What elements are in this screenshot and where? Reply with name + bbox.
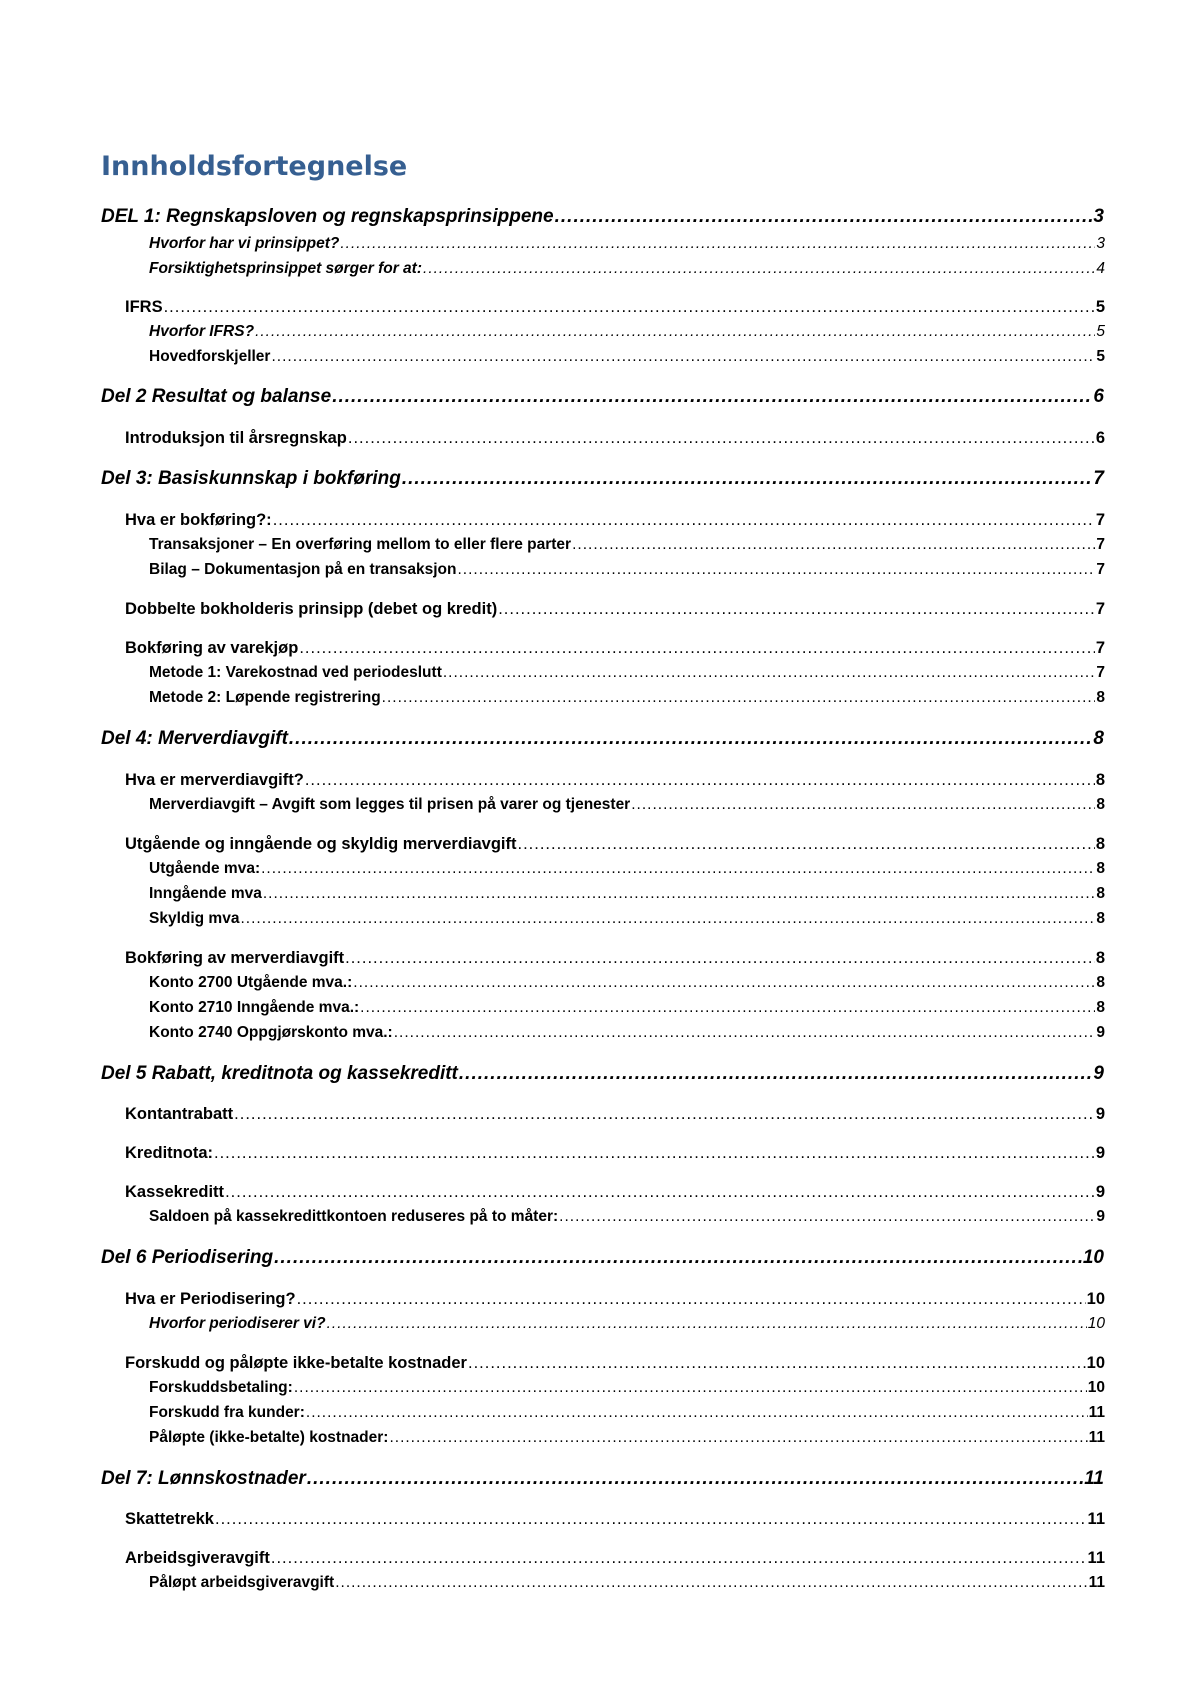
- toc-entry-label: Hva er merverdiavgift?: [125, 771, 304, 789]
- toc-entry[interactable]: [149, 858, 1105, 880]
- toc-entry-page: 8: [1095, 949, 1105, 967]
- dot-leader: [225, 1181, 1095, 1203]
- toc-entry[interactable]: [149, 1313, 1105, 1335]
- toc-entry[interactable]: [125, 509, 1105, 531]
- dot-leader: [307, 1466, 1083, 1492]
- toc-entry-page: 7: [1093, 468, 1104, 489]
- dot-leader: [572, 534, 1095, 556]
- toc-entry-page: 5: [1096, 348, 1105, 365]
- toc-entry-page: 8: [1095, 771, 1105, 789]
- dot-leader: [273, 509, 1095, 531]
- dot-leader: [559, 1206, 1095, 1228]
- toc-entry-page: 7: [1096, 561, 1105, 578]
- toc-entry-label: Forskudd fra kunder:: [149, 1404, 305, 1421]
- dot-leader: [340, 233, 1095, 255]
- toc-entry[interactable]: [149, 559, 1105, 581]
- toc-entry-page: 6: [1093, 386, 1104, 407]
- toc-entry-label: Del 4: Merverdiavgift: [101, 728, 288, 749]
- toc-entry-label: Arbeidsgiveravgift: [125, 1549, 270, 1567]
- toc-entry-label: Bokføring av merverdiavgift: [125, 949, 345, 967]
- toc-entry-label: Del 3: Basiskunnskap i bokføring: [101, 468, 401, 489]
- dot-leader: [631, 794, 1095, 816]
- toc-entry-page: 10: [1082, 1247, 1104, 1268]
- toc-entry[interactable]: [149, 233, 1105, 255]
- toc-entry-part-3[interactable]: [101, 466, 1104, 492]
- toc-entry-page: 5: [1095, 298, 1105, 316]
- toc-entry[interactable]: [125, 947, 1105, 969]
- toc-entry[interactable]: [125, 769, 1105, 791]
- toc-entry[interactable]: [149, 258, 1105, 280]
- toc-entry[interactable]: [125, 1181, 1105, 1203]
- dot-leader: [423, 258, 1095, 280]
- toc-entry[interactable]: [149, 534, 1105, 556]
- dot-leader: [394, 1022, 1096, 1044]
- toc-entry-page: 11: [1088, 1404, 1105, 1421]
- dot-leader: [402, 466, 1093, 492]
- dot-leader: [306, 1402, 1088, 1424]
- toc-entry[interactable]: [125, 637, 1105, 659]
- toc-entry-label: Påløpte (ikke-betalte) kostnader:: [149, 1429, 389, 1446]
- dot-leader: [459, 1061, 1093, 1087]
- toc-entry-part-2[interactable]: [101, 384, 1104, 410]
- toc-entry-page: 11: [1088, 1429, 1105, 1446]
- dot-leader: [353, 972, 1095, 994]
- dot-leader: [332, 384, 1092, 410]
- toc-entry-page: 7: [1096, 536, 1105, 553]
- toc-entry-page: 11: [1088, 1574, 1105, 1591]
- dot-leader: [234, 1103, 1095, 1125]
- toc-entry-label: Introduksjon til årsregnskap: [125, 429, 347, 447]
- toc-title: Innholdsfortegnelse: [101, 151, 408, 182]
- dot-leader: [468, 1352, 1086, 1374]
- toc-entry-page: 9: [1096, 1208, 1105, 1225]
- toc-entry-label: Utgående mva:: [149, 860, 261, 877]
- toc-entry[interactable]: [149, 1206, 1105, 1228]
- toc-entry[interactable]: [125, 296, 1105, 318]
- toc-entry[interactable]: [125, 1142, 1105, 1164]
- toc-entry[interactable]: [149, 908, 1105, 930]
- toc-entry-label: Konto 2710 Inngående mva.:: [149, 999, 360, 1016]
- toc-entry-label: Kontantrabatt: [125, 1105, 234, 1123]
- dot-leader: [498, 598, 1095, 620]
- toc-entry-label: IFRS: [125, 298, 163, 316]
- dot-leader: [297, 1288, 1086, 1310]
- toc-entry-page: 8: [1096, 910, 1105, 927]
- toc-entry[interactable]: [149, 346, 1105, 368]
- toc-entry-part-7[interactable]: [101, 1466, 1104, 1492]
- toc-entry-label: Kassekreditt: [125, 1183, 225, 1201]
- toc-entry[interactable]: [125, 1508, 1105, 1530]
- dot-leader: [382, 687, 1096, 709]
- toc-entry[interactable]: [149, 794, 1105, 816]
- toc-entry-page: 9: [1096, 1024, 1105, 1041]
- toc-entry-page: 10: [1087, 1379, 1105, 1396]
- toc-entry[interactable]: [149, 997, 1105, 1019]
- toc-entry-page: 9: [1095, 1144, 1105, 1162]
- dot-leader: [215, 1508, 1087, 1530]
- toc-entry-page: 8: [1093, 728, 1104, 749]
- toc-entry-label: Hovedforskjeller: [149, 348, 271, 365]
- dot-leader: [289, 726, 1093, 752]
- dot-leader: [294, 1377, 1087, 1399]
- dot-leader: [360, 997, 1095, 1019]
- toc-entry-page: 10: [1087, 1315, 1105, 1332]
- toc-entry-part-4[interactable]: [101, 726, 1104, 752]
- toc-entry-label: Utgående og inngående og skyldig merverdiavgift: [125, 835, 517, 853]
- dot-leader: [327, 1313, 1087, 1335]
- toc-entry-page: 7: [1095, 600, 1105, 618]
- dot-leader: [335, 1572, 1087, 1594]
- toc-entry-label: Del 7: Lønnskostnader: [101, 1468, 306, 1489]
- toc-entry-label: Konto 2700 Utgående mva.:: [149, 974, 353, 991]
- toc-entry-label: Del 6 Periodisering: [101, 1247, 274, 1268]
- toc-entry[interactable]: [125, 1103, 1105, 1125]
- toc-entry-page: 3: [1096, 235, 1105, 252]
- toc-entry-part-6[interactable]: [101, 1245, 1104, 1271]
- toc-entry-label: Del 5 Rabatt, kreditnota og kassekreditt: [101, 1063, 458, 1084]
- toc-entry-label: Merverdiavgift – Avgift som legges til prisen på varer og tjenester: [149, 796, 631, 813]
- toc-entry-page: 5: [1096, 323, 1105, 340]
- dot-leader: [164, 296, 1095, 318]
- toc-entry[interactable]: [149, 1427, 1105, 1449]
- toc-entry[interactable]: [149, 687, 1105, 709]
- toc-entry-page: 8: [1096, 974, 1105, 991]
- dot-leader: [261, 858, 1095, 880]
- toc-entry-label: Skattetrekk: [125, 1510, 214, 1528]
- dot-leader: [263, 883, 1096, 905]
- toc-entry-label: Metode 1: Varekostnad ved periodeslutt: [149, 664, 442, 681]
- toc-entry-page: 9: [1093, 1063, 1104, 1084]
- toc-entry-part-1[interactable]: [101, 204, 1104, 230]
- dot-leader: [348, 427, 1095, 449]
- toc-entry-label: Transaksjoner – En overføring mellom to eller flere parter: [149, 536, 572, 553]
- toc-entry[interactable]: [149, 883, 1105, 905]
- toc-entry-label: Forskuddsbetaling:: [149, 1379, 293, 1396]
- toc-entry-page: 11: [1084, 1468, 1104, 1489]
- dot-leader: [299, 637, 1095, 659]
- toc-entry-label: DEL 1: Regnskapsloven og regnskapsprinsippene: [101, 206, 554, 227]
- toc-entry-page: 8: [1096, 885, 1105, 902]
- toc-entry-page: 6: [1095, 429, 1105, 447]
- toc-entry-page: 9: [1095, 1183, 1105, 1201]
- toc-entry-page: 11: [1087, 1510, 1105, 1528]
- dot-leader: [458, 559, 1096, 581]
- dot-leader: [274, 1245, 1082, 1271]
- toc-entry-page: 11: [1087, 1549, 1105, 1567]
- toc-entry[interactable]: [125, 598, 1105, 620]
- dot-leader: [555, 204, 1093, 230]
- toc-entry-page: 8: [1095, 835, 1105, 853]
- toc-entry-page: 8: [1096, 860, 1105, 877]
- toc-entry[interactable]: [149, 972, 1105, 994]
- toc-entry-page: 7: [1095, 511, 1105, 529]
- toc-entry[interactable]: [125, 1352, 1105, 1374]
- toc-entry-label: Hva er Periodisering?: [125, 1290, 296, 1308]
- toc-entry-label: Del 2 Resultat og balanse: [101, 386, 332, 407]
- toc-entry-page: 3: [1093, 206, 1104, 227]
- toc-entry[interactable]: [125, 833, 1105, 855]
- toc-entry-label: Metode 2: Løpende registrering: [149, 689, 381, 706]
- toc-entry-label: Hvorfor IFRS?: [149, 323, 255, 340]
- toc-entry-label: Dobbelte bokholderis prinsipp (debet og kredit): [125, 600, 498, 618]
- toc-entry-label: Bokføring av varekjøp: [125, 639, 299, 657]
- toc-entry-label: Kreditnota:: [125, 1144, 213, 1162]
- toc-entry-label: Skyldig mva: [149, 910, 240, 927]
- toc-entry[interactable]: [125, 427, 1105, 449]
- dot-leader: [271, 1547, 1087, 1569]
- toc-entry-page: 8: [1096, 999, 1105, 1016]
- toc-entry-page: 8: [1096, 796, 1105, 813]
- toc-entry[interactable]: [149, 1377, 1105, 1399]
- dot-leader: [305, 769, 1095, 791]
- dot-leader: [389, 1427, 1087, 1449]
- dot-leader: [518, 833, 1095, 855]
- toc-entry-label: Bilag – Dokumentasjon på en transaksjon: [149, 561, 457, 578]
- toc-entry[interactable]: [149, 1572, 1105, 1594]
- toc-entry-label: Hvorfor har vi prinsippet?: [149, 235, 340, 252]
- toc-entry-page: 9: [1095, 1105, 1105, 1123]
- toc-entry-part-5[interactable]: [101, 1061, 1104, 1087]
- toc-entry-label: Forsiktighetsprinsippet sørger for at:: [149, 260, 423, 277]
- toc-entry[interactable]: [149, 1022, 1105, 1044]
- toc-entry[interactable]: [149, 662, 1105, 684]
- toc-entry-page: 4: [1096, 260, 1105, 277]
- dot-leader: [271, 346, 1095, 368]
- dot-leader: [214, 1142, 1095, 1164]
- toc-entry-label: Hva er bokføring?:: [125, 511, 272, 529]
- toc-entry-label: Konto 2740 Oppgjørskonto mva.:: [149, 1024, 393, 1041]
- toc-entry[interactable]: [149, 321, 1105, 343]
- dot-leader: [345, 947, 1095, 969]
- toc-entry[interactable]: [149, 1402, 1105, 1424]
- toc-entry-label: Saldoen på kassekredittkontoen reduseres på to måter:: [149, 1208, 559, 1225]
- dot-leader: [443, 662, 1096, 684]
- toc-entry-label: Inngående mva: [149, 885, 262, 902]
- toc-entry-label: Påløpt arbeidsgiveravgift: [149, 1574, 335, 1591]
- toc-entry-page: 7: [1096, 664, 1105, 681]
- dot-leader: [255, 321, 1095, 343]
- toc-entry-label: Hvorfor periodiserer vi?: [149, 1315, 326, 1332]
- toc-entry-page: 7: [1095, 639, 1105, 657]
- toc-entry[interactable]: [125, 1547, 1105, 1569]
- toc-entry-page: 10: [1086, 1354, 1105, 1372]
- toc-entry-page: 8: [1096, 689, 1105, 706]
- toc-entry-label: Forskudd og påløpte ikke-betalte kostnader: [125, 1354, 467, 1372]
- toc-entry-page: 10: [1086, 1290, 1105, 1308]
- dot-leader: [240, 908, 1095, 930]
- toc-entry[interactable]: [125, 1288, 1105, 1310]
